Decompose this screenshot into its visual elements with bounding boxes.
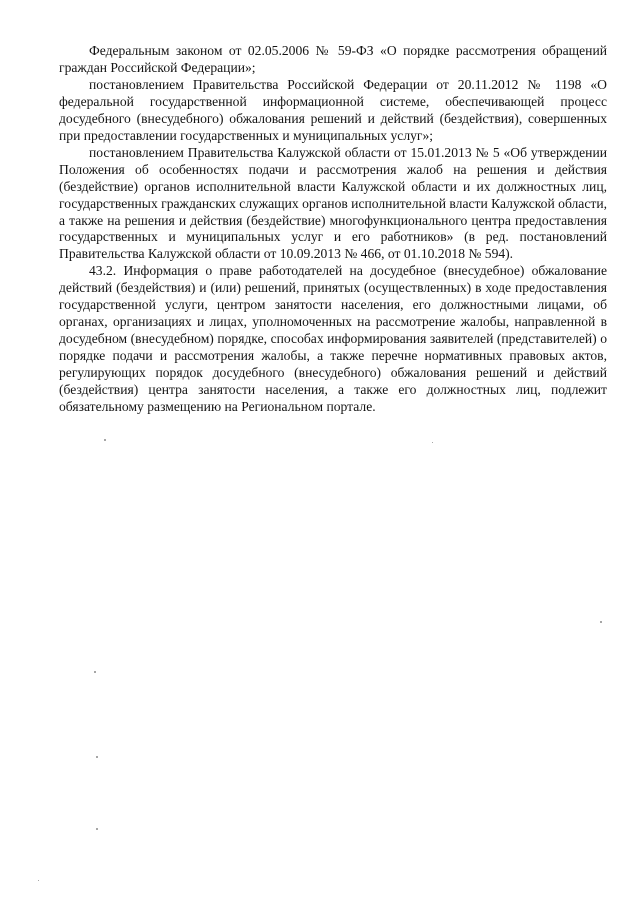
scan-speck xyxy=(600,621,602,623)
scan-speck xyxy=(96,756,98,758)
document-body xyxy=(59,43,607,416)
paragraph-resolution-1198: постановлением Правительства Российской Федерации от 20.11.2012 № 1198 «О федеральной государственной информационной системе, обеспечивающей процесс досудебного (внесудебного) обжалования решений и действий (бездействия), совершенных при предоставлении государственных и муниципальных услуг»; xyxy=(59,76,607,143)
scan-speck xyxy=(432,442,433,443)
scan-speck xyxy=(38,880,39,881)
scan-speck xyxy=(104,439,106,441)
scan-speck xyxy=(96,828,98,830)
paragraph-kaluga-resolution-5: постановлением Правительства Калужской области от 15.01.2013 № 5 «Об утверждении Положения об особенностях подачи и рассмотрения жалоб на решения и действия (бездействие) органов исполнительной власти Калужской области и их должностных лиц, государственных гражданских служащих органов исполнительной власти Калужской области, а также на решения и действия (бездействие) многофункционального центра предоставления государственных и муниципальных услуг и его работников» (в ред. постановлений Правительства Калужской области от 10.09.2013 № 466, от 01.10.2018 № 594). xyxy=(59,144,607,262)
scan-speck xyxy=(94,671,96,673)
paragraph-43-2: 43.2. Информация о праве работодателей на досудебное (внесудебное) обжалование действий (бездействия) и (или) решений, принятых (осуществленных) в ходе предоставления государственной услуги, центром занятости населения, его должностными лицами, об органах, организациях и лицах, уполномоченных на рассмотрение жалобы, направленной в досудебном (внесудебном) порядке, способах информирования заявителей (представителей) о порядке подачи и рассмотрения жалобы, а также перечне нормативных правовых актов, регулирующих порядок досудебного (внесудебного) обжалования решений и действий (бездействия) центра занятости населения, а также его должностных лиц, подлежит обязательному размещению на Региональном портале. xyxy=(59,263,607,415)
paragraph-federal-law-59: Федеральным законом от 02.05.2006 № 59-ФЗ «О порядке рассмотрения обращений граждан Российской Федерации»; xyxy=(59,43,607,75)
